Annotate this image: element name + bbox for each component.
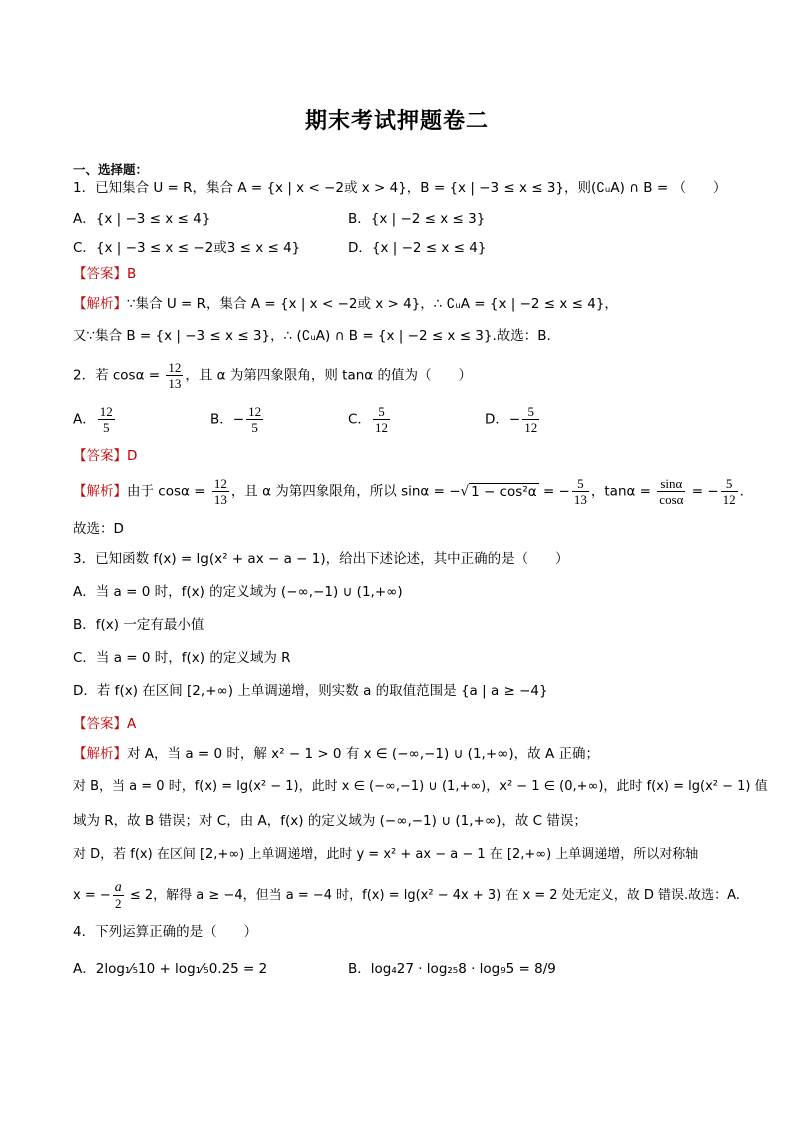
- q3-analysis-5: [73, 880, 740, 911]
- fraction-denominator: 13: [573, 492, 587, 507]
- fraction-numerator: 12: [248, 404, 262, 419]
- q2-analysis: 【解析】由于 cosα = $\frac{12}{13}$ ，且 α 为第四象限角，所以 sinα = −√ 1 − cos²α = − $\frac{5}{13}$ ，tanα = $\frac{\sin\alpha}{\cos\alpha}$ = − $\frac{5}{12}$ .: [73, 476, 744, 507]
- q3-option-a: A．当 a = 0 时，f(x) 的定义域为 (−∞,−1) ∪ (1,+∞): [73, 584, 403, 600]
- q2-analysis-e: = −: [687, 483, 719, 500]
- answer-tag: 【答案】: [73, 266, 127, 282]
- analysis-tag: 【解析】: [73, 746, 127, 762]
- q2-stem-part-a: 2．若 cosα =: [73, 367, 165, 384]
- page-title: 期末考试押题卷二: [304, 109, 489, 134]
- q1-answer: B: [127, 266, 137, 282]
- q3-analysis-line-1: [73, 744, 599, 764]
- q2-answer: D: [127, 448, 138, 464]
- q2-option-b: B．− $\frac{12}{5}$: [210, 404, 262, 435]
- q3-analysis-5b: ≤ 2，解得 a ≥ −4，但当 a = −4 时，f(x) = lg(x² − 4x + 3) 在 x = 2 处无定义，故 D 错误.故选：A.: [125, 888, 740, 903]
- fraction-numerator: sinα: [657, 476, 685, 492]
- q3-analysis-5a: x = −: [73, 888, 111, 903]
- q2-stem-fraction: [166, 360, 183, 391]
- answer-tag: 【答案】: [73, 716, 127, 732]
- answer-tag: 【答案】: [73, 448, 127, 464]
- fraction-denominator: 13: [168, 376, 182, 391]
- q1-answer-line: [73, 264, 136, 284]
- q1-option-d: D．{x | −2 ≤ x ≤ 4}: [348, 240, 487, 256]
- q3-stem: 3．已知函数 f(x) = lg(x² + ax − a − 1)，给出下述论述，其中正确的是（ ）: [73, 551, 569, 567]
- q1-option-a: A．{x | −3 ≤ x ≤ 4}: [73, 211, 211, 227]
- section-heading: 一、选择题：: [73, 162, 149, 177]
- fraction-numerator: a: [114, 880, 122, 895]
- fraction-numerator: 5: [373, 404, 390, 420]
- q4-stem: 4．下列运算正确的是（ ）: [73, 924, 258, 940]
- fraction-numerator: 5: [721, 476, 738, 492]
- q1-analysis-line-1: [73, 294, 618, 314]
- q3-option-c: C．当 a = 0 时，f(x) 的定义域为 R: [73, 650, 291, 666]
- fraction-denominator: 13: [213, 492, 227, 507]
- q2-option-d: D．− $\frac{5}{12}$: [485, 404, 538, 435]
- q2-conclusion: 故选：D: [73, 521, 124, 537]
- fraction-denominator: 5: [251, 420, 258, 435]
- q1-stem: 1．已知集合 U = R，集合 A = {x | x < −2或 x > 4}，B = {x | −3 ≤ x ≤ 3}，则(∁ᵤA) ∩ B = （ ）: [73, 180, 727, 196]
- q2-option-c: C． $\frac{5}{12}$: [348, 404, 388, 435]
- q2-option-a: A． $\frac{12}{5}$: [73, 404, 113, 435]
- fraction-numerator: 5: [522, 404, 539, 420]
- analysis-tag: 【解析】: [73, 296, 127, 312]
- q1-option-b: B．{x | −2 ≤ x ≤ 3}: [348, 211, 486, 227]
- fraction-numerator: 12: [99, 404, 113, 419]
- q2-stem: [73, 360, 472, 391]
- q1-analysis-1: ∵集合 U = R，集合 A = {x | x < −2或 x > 4}，∴ ∁ᵤA = {x | −2 ≤ x ≤ 4}，: [127, 296, 618, 312]
- q3-option-d: D．若 f(x) 在区间 [2,+∞) 上单调递增，则实数 a 的取值范围是 {a | a ≥ −4}: [73, 683, 548, 699]
- fraction-denominator: 5: [103, 420, 110, 435]
- fraction-numerator: 12: [213, 476, 227, 491]
- fraction-denominator: cosα: [659, 492, 684, 507]
- q2-answer-line: [73, 446, 137, 466]
- fraction-denominator: 2: [115, 896, 122, 911]
- sqrt-radicand: 1 − cos²α: [471, 483, 537, 500]
- q3-answer-line: [73, 714, 136, 734]
- q4-option-b: B．log₄27 · log₂₅8 · log₉5 = 8/9: [348, 961, 556, 977]
- fraction-numerator: 12: [168, 360, 182, 375]
- q4-option-a: A．2log₁⁄₅10 + log₁⁄₅0.25 = 2: [73, 961, 268, 977]
- q3-analysis-1: 对 A，当 a = 0 时，解 x² − 1 > 0 有 x ∈ (−∞,−1) ∪ (1,+∞)，故 A 正确；: [127, 746, 599, 762]
- fraction-denominator: 12: [374, 420, 388, 435]
- q1-analysis-2: 又∵集合 B = {x | −3 ≤ x ≤ 3}，∴ (∁ᵤA) ∩ B = {x | −2 ≤ x ≤ 3}.故选：B.: [73, 328, 551, 344]
- fraction-denominator: 12: [524, 420, 538, 435]
- q2-analysis-c: = −: [538, 483, 570, 500]
- q1-option-c: C．{x | −3 ≤ x ≤ −2或3 ≤ x ≤ 4}: [73, 240, 301, 256]
- q2-stem-part-b: ，且 α 为第四象限角，则 tanα 的值为（ ）: [185, 367, 472, 384]
- analysis-tag: 【解析】: [73, 483, 127, 500]
- q3-analysis-2: 对 B，当 a = 0 时，f(x) = lg(x² − 1)，此时 x ∈ (−∞,−1) ∪ (1,+∞)，x² − 1 ∈ (0,+∞)，此时 f(x) = lg(x² − 1) 值: [73, 779, 768, 794]
- q2-analysis-a: 由于 cosα =: [127, 483, 210, 500]
- q2-analysis-d: ，tanα =: [590, 483, 656, 500]
- q2-analysis-b: ，且 α 为第四象限角，所以 sinα = −: [230, 483, 461, 500]
- fraction-numerator: 5: [572, 476, 589, 492]
- fraction-denominator: 12: [722, 492, 736, 507]
- q3-analysis-4: 对 D，若 f(x) 在区间 [2,+∞) 上单调递增，此时 y = x² + ax − a − 1 在 [2,+∞) 上单调递增，所以对称轴: [73, 847, 699, 862]
- q3-answer: A: [127, 716, 137, 732]
- q3-option-b: B．f(x) 一定有最小值: [73, 617, 205, 633]
- q3-analysis-3: 域为 R，故 B 错误；对 C，由 A，f(x) 的定义域为 (−∞,−1) ∪ (1,+∞)，故 C 错误；: [73, 813, 587, 829]
